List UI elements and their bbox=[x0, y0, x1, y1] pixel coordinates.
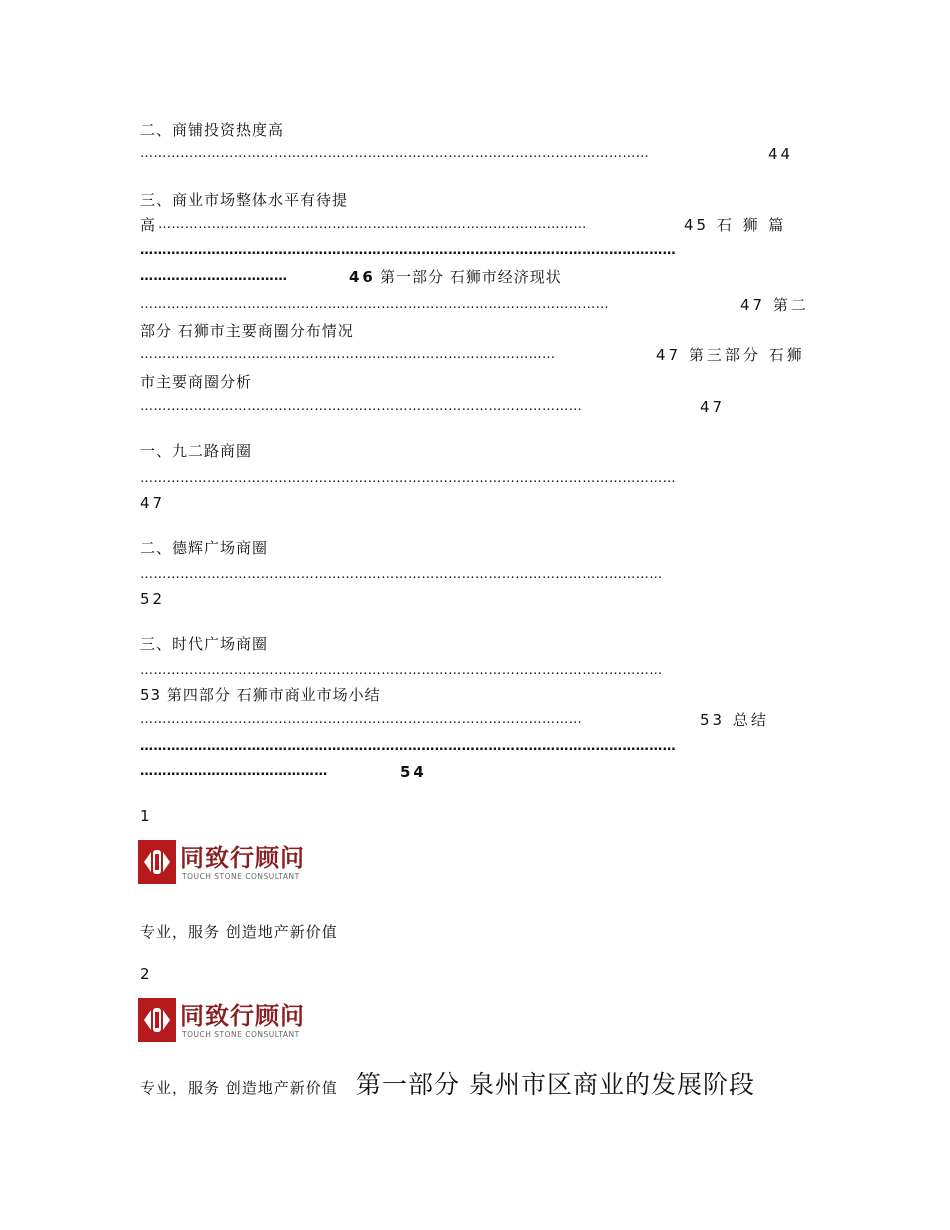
toc-entry-92-road: 一、九二路商圈 bbox=[140, 442, 253, 460]
toc-entry-market-level: 三、商业市场整体水平有待提 bbox=[140, 191, 349, 209]
toc-entry-shop-investment: 二、商铺投资热度高 bbox=[140, 121, 285, 139]
toc-leader-dots: ……………………………………………………………………………………………………… bbox=[140, 567, 663, 582]
toc-entry-summary: 53 第四部分 石狮市商业市场小结 bbox=[140, 686, 381, 704]
toc-entry-distribution: 部分 石狮市主要商圈分布情况 bbox=[140, 322, 354, 340]
logo-english-text: TOUCH STONE CONSULTANT bbox=[182, 872, 300, 881]
toc-entry-shishi-section: 45 石 狮 篇 bbox=[684, 216, 787, 234]
toc-leader-dots: ………………………………………………………………………………………………………… bbox=[140, 739, 676, 754]
toc-entry-analysis: 市主要商圈分析 bbox=[140, 373, 253, 391]
toc-leader-dots: ……………………………………………………………………………………… bbox=[140, 712, 583, 727]
toc-leader-dots: …………………………………………………………………………………………… bbox=[140, 297, 609, 312]
toc-leader-dots: ………………………………………………………………………………………………………… bbox=[140, 471, 676, 486]
section-heading: 第一部分 泉州市区商业的发展阶段 bbox=[356, 1070, 755, 1099]
logo-mark-icon bbox=[138, 840, 176, 884]
slogan: 专业，服务 创造地产新价值 bbox=[140, 923, 338, 941]
logo-english-text: TOUCH STONE CONSULTANT bbox=[182, 1030, 300, 1039]
toc-entry-dehui-plaza: 二、德辉广场商圈 bbox=[140, 539, 269, 557]
toc-entry-economy: 第一部分 石狮市经济现状 bbox=[380, 268, 562, 286]
toc-leader-dots: ………………………………………………………………………………………………………… bbox=[140, 243, 676, 258]
toc-page-number: 47 bbox=[700, 398, 726, 416]
toc-page-number: 47 第三部分 石狮 bbox=[656, 346, 805, 364]
toc-leader-dots: ……………………………………………………………………………………… bbox=[140, 399, 583, 414]
toc-entry-text: 高 bbox=[140, 216, 157, 234]
logo-chinese-text: 同致行顾问 bbox=[180, 1001, 305, 1030]
toc-page-number: 47 第二 bbox=[740, 296, 809, 314]
logo-mark-icon bbox=[138, 998, 176, 1042]
toc-leader-dots: ……………………………………………………………………………………………………… bbox=[140, 663, 663, 678]
toc-page-number: 44 bbox=[768, 145, 794, 163]
toc-leader-dots: …………………………………………………………………………………… bbox=[158, 217, 587, 232]
company-logo bbox=[138, 998, 308, 1044]
toc-leader-dots: …………………………… bbox=[140, 269, 288, 284]
toc-leader-dots: ………………………………………………………………………………… bbox=[140, 347, 556, 362]
logo-chinese-text: 同致行顾问 bbox=[180, 843, 305, 872]
toc-leader-dots: …………………………………………………………………………………………………… bbox=[140, 146, 650, 161]
page-number: 2 bbox=[140, 965, 151, 983]
toc-page-number: 54 bbox=[400, 763, 427, 781]
toc-entry-conclusion: 53 总结 bbox=[700, 711, 769, 729]
toc-page-number: 47 bbox=[140, 494, 166, 512]
toc-page-number: 46 bbox=[349, 268, 376, 286]
slogan: 专业，服务 创造地产新价值 bbox=[140, 1079, 338, 1097]
toc-entry-times-plaza: 三、时代广场商圈 bbox=[140, 635, 269, 653]
toc-page-number: 52 bbox=[140, 590, 166, 608]
page-number: 1 bbox=[140, 807, 151, 825]
company-logo bbox=[138, 840, 308, 886]
toc-leader-dots: …………………………………… bbox=[140, 764, 328, 779]
